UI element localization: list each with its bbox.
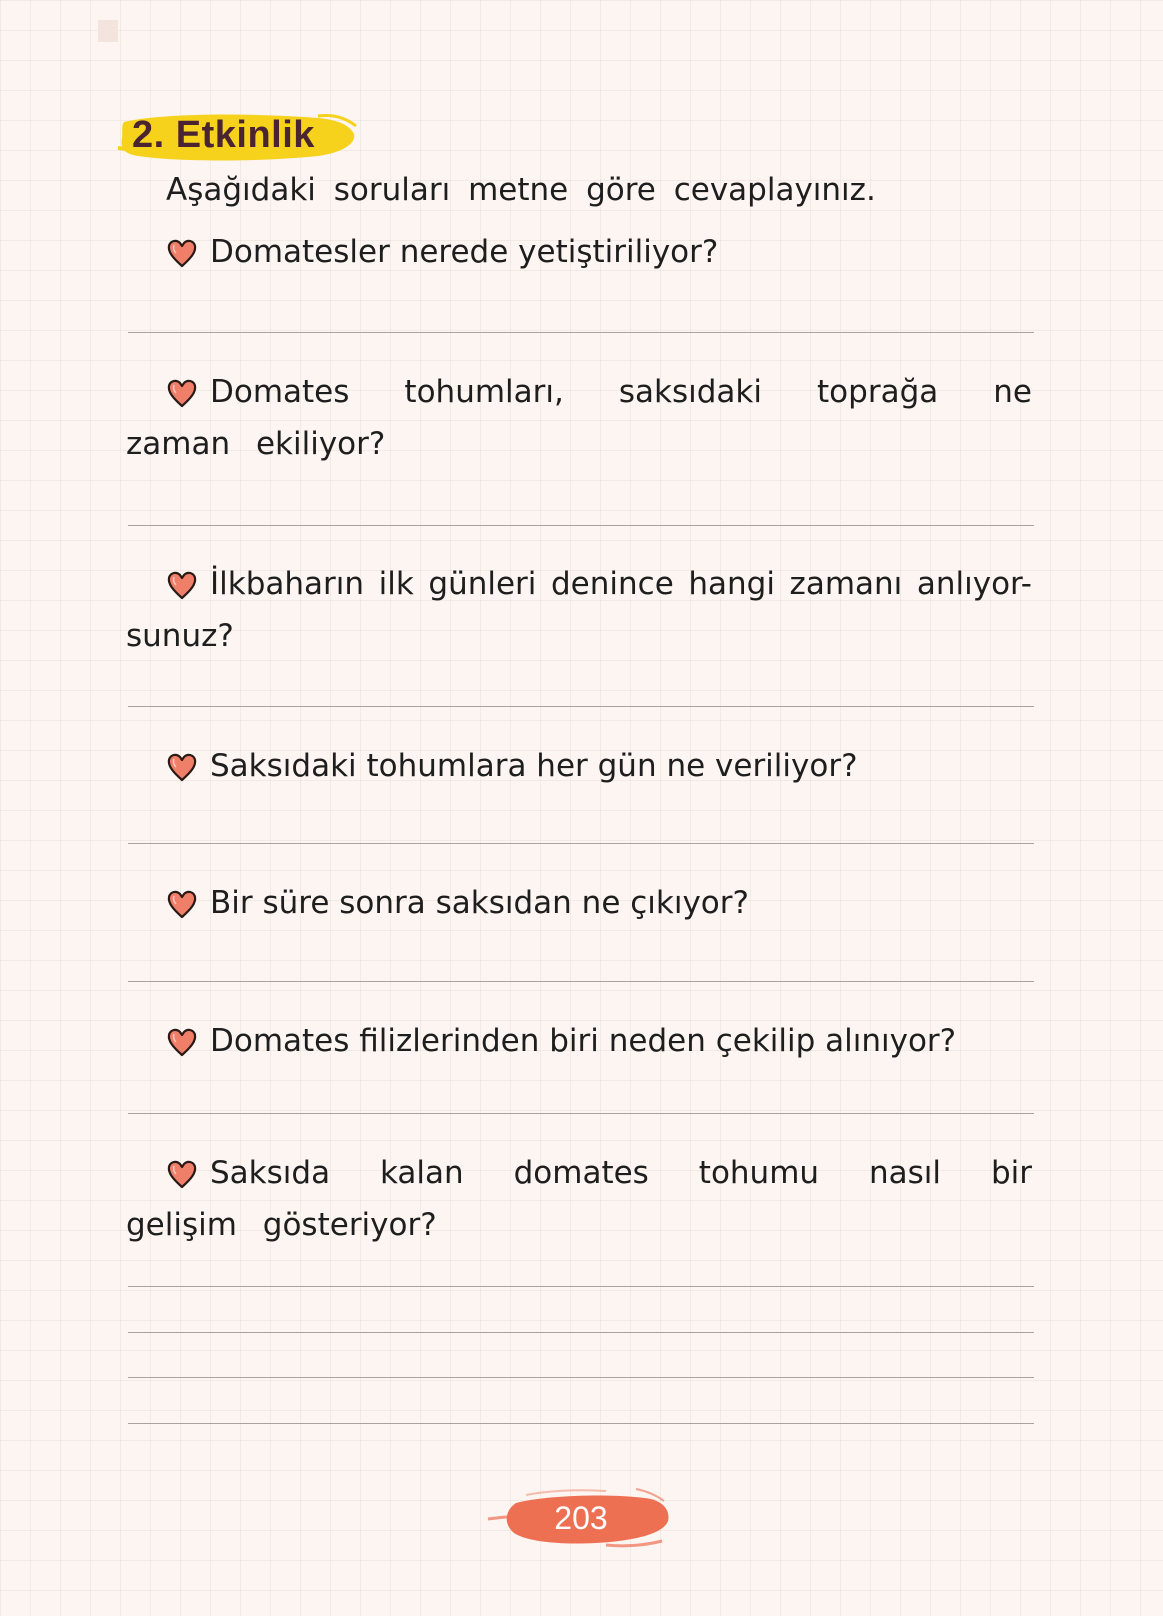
question-text: İlkbaharın ilk günleri denince hangi zamanı anlıyor-sunuz? — [126, 566, 1032, 654]
question-text: Saksıdaki tohumlara her gün ne veriliyor? — [210, 748, 858, 784]
heart-icon — [165, 236, 199, 270]
heart-icon — [165, 376, 199, 410]
answer-line[interactable] — [128, 1423, 1034, 1424]
question-4 — [126, 740, 1032, 792]
corner-mark — [98, 20, 118, 42]
heart-icon — [165, 1157, 199, 1191]
answer-line[interactable] — [128, 1377, 1034, 1378]
heart-icon — [165, 887, 199, 921]
activity-title: 2. Etkinlik — [132, 114, 315, 156]
question-1 — [126, 226, 1032, 278]
heart-icon — [165, 1025, 199, 1059]
page-number-badge — [486, 1485, 676, 1551]
activity-title-block — [118, 108, 358, 164]
question-5 — [126, 877, 1032, 929]
page-number: 203 — [554, 1500, 608, 1536]
answer-line[interactable] — [128, 843, 1034, 844]
question-text: Bir süre sonra saksıdan ne çıkıyor? — [210, 885, 749, 921]
heart-icon — [165, 750, 199, 784]
question-text: Saksıda kalan domates tohumu nasıl bir gelişim gösteriyor? — [126, 1155, 1032, 1243]
heart-icon — [165, 568, 199, 602]
activity-instruction: Aşağıdaki soruları metne göre cevaplayınız. — [166, 172, 876, 208]
answer-line[interactable] — [128, 1332, 1034, 1333]
answer-line[interactable] — [128, 1286, 1034, 1287]
answer-line[interactable] — [128, 332, 1034, 333]
answer-line[interactable] — [128, 706, 1034, 707]
question-text: Domates filizlerinden biri neden çekilip alınıyor? — [210, 1023, 957, 1059]
question-text: Domates tohumları, saksıdaki toprağa ne zaman ekiliyor? — [126, 374, 1032, 462]
question-text: Domatesler nerede yetiştiriliyor? — [210, 234, 719, 270]
answer-line[interactable] — [128, 525, 1034, 526]
question-3 — [126, 558, 1032, 662]
answer-line[interactable] — [128, 1113, 1034, 1114]
question-2 — [126, 366, 1032, 470]
answer-line[interactable] — [128, 981, 1034, 982]
question-7 — [126, 1147, 1032, 1251]
question-6 — [126, 1015, 1032, 1067]
